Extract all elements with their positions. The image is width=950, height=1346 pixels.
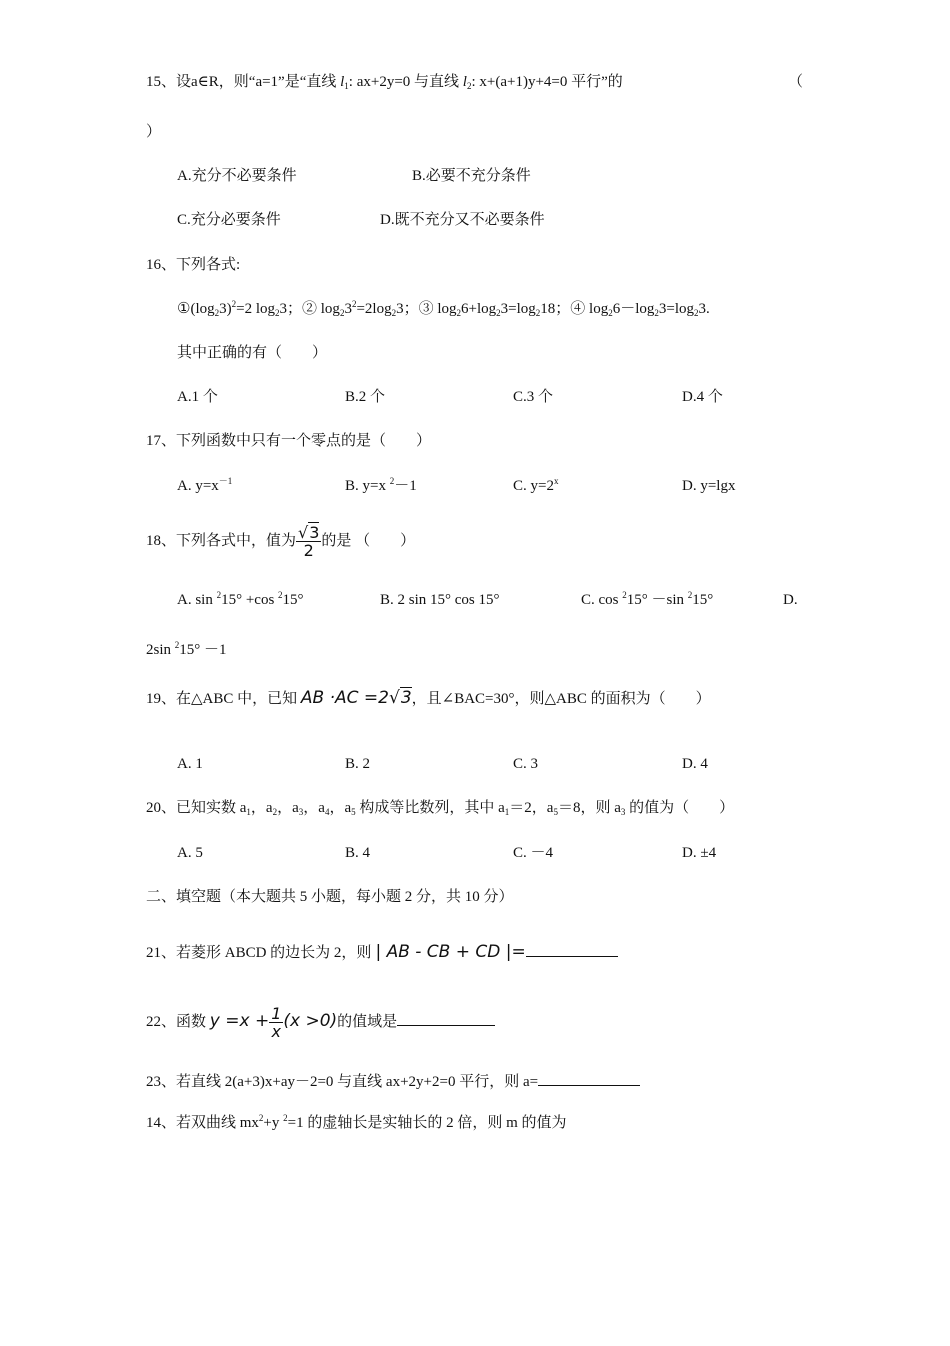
q17-option-b: B. y=x $^2$－1 bbox=[345, 476, 417, 494]
q15-option-a: A.充分不必要条件 bbox=[177, 168, 297, 184]
q19-option-a: A. 1 bbox=[177, 756, 203, 772]
q21-stem: 21、若菱形 ABCD 的边长为 2，则 | AB - CB + CD |= bbox=[146, 939, 618, 966]
answer-blank[interactable] bbox=[526, 940, 618, 957]
q17-option-c: C. $y=2^x$ bbox=[513, 476, 559, 494]
q20-option-c: C. －4 bbox=[513, 845, 554, 861]
q15-stem: 15、设a∈R，则“a=1”是“直线 $l_1$: ax+2y=0 与直线 $l_2$: x+(a+1)y+4=0 平行”的 bbox=[146, 74, 623, 91]
q16-option-a: A.1 个 bbox=[177, 389, 218, 405]
q18-option-b: B. 2 sin 15° cos 15° bbox=[380, 592, 500, 608]
q18-option-d-label: D. bbox=[783, 592, 798, 608]
q18-option-a: A. sin $^2$15° +cos $^2$15° bbox=[177, 590, 304, 608]
q15-number: 15、 bbox=[146, 74, 177, 90]
sqrt3-over-2-fraction: $\frac{√3}{2}$ bbox=[298, 523, 320, 561]
q17-stem: 17、下列函数中只有一个零点的是（ ） bbox=[146, 433, 432, 449]
q18-option-d-value: 2sin $^2$15° －1 bbox=[146, 640, 227, 658]
q16-option-c: C.3 个 bbox=[513, 389, 554, 405]
q16-expressions: $①(\log_23)^2=2$ $\log_23$；② $\log_23^2=2\log_23$；③ $\log_26+\log_23=\log_218$；④ $\log_26-\log_23=\log_23$. bbox=[177, 299, 710, 318]
q14-stem: 14、若双曲线 $mx^2+y$ $^2$=1 的虚轴长是实轴长的 2 倍，则 m 的值为 bbox=[146, 1113, 567, 1131]
q19-stem: 19、在△ABC 中，已知 AB ·AC =2√3，且∠BAC=30°，则△ABC 的面积为（ ） bbox=[146, 688, 711, 708]
section-heading: 二、填空题（本大题共 5 小题，每小题 2 分，共 10 分） bbox=[146, 889, 514, 905]
answer-blank[interactable] bbox=[397, 1009, 495, 1026]
q16-option-d: D.4 个 bbox=[682, 389, 723, 405]
q19-option-b: B. 2 bbox=[345, 756, 371, 772]
q15-paren-open: （ bbox=[788, 74, 804, 90]
q22-stem: 22、函数 y =x + $\frac{1}{x}$ (x >0)的值域是 bbox=[146, 1000, 495, 1043]
q20-stem: 20、已知实数 $a_1$，$a_2$，$a_3$，$a_4$，$a_5$ 构成等比数列，其中 $a_1=2$，$a_5=8$，则 $a_3$ 的值为（ ） bbox=[146, 800, 735, 817]
q15-option-b: B.必要不充分条件 bbox=[412, 168, 531, 184]
q20-option-b: B. 4 bbox=[345, 845, 371, 861]
q19-option-c: C. 3 bbox=[513, 756, 539, 772]
q20-option-a: A. 5 bbox=[177, 845, 203, 861]
q15-option-c: C.充分必要条件 bbox=[177, 212, 281, 228]
q15-paren-close: ） bbox=[146, 124, 162, 140]
q17-option-a: A. $y=x^{-1}$ bbox=[177, 476, 233, 494]
q19-option-d: D. 4 bbox=[682, 756, 708, 772]
q15-option-d: D.既不充分又不必要条件 bbox=[380, 212, 545, 228]
q16-stem: 16、下列各式: bbox=[146, 257, 241, 273]
q18-option-c: C. cos $^2$15° －sin $^2$15° bbox=[581, 590, 714, 608]
q16-option-b: B.2 个 bbox=[345, 389, 386, 405]
q23-stem: 23、若直线 2(a+3)x+ay－2=0 与直线 ax+2y+2=0 平行，则 a= bbox=[146, 1069, 640, 1092]
vector-sum-expression: | AB - CB + CD |= bbox=[375, 942, 526, 962]
q17-option-d: D. y=lgx bbox=[682, 478, 736, 494]
answer-blank[interactable] bbox=[538, 1069, 640, 1086]
q18-stem: 18、下列各式中，值为 $\frac{√3}{2}$ 的是 （ ） bbox=[146, 523, 416, 561]
q20-option-d: D. ±4 bbox=[682, 845, 717, 861]
vector-dot-product: AB ·AC =2√3 bbox=[300, 688, 412, 708]
one-over-x-fraction: $\frac{1}{x}$ bbox=[271, 1004, 282, 1042]
q16-ask: 其中正确的有（ ） bbox=[177, 345, 328, 361]
